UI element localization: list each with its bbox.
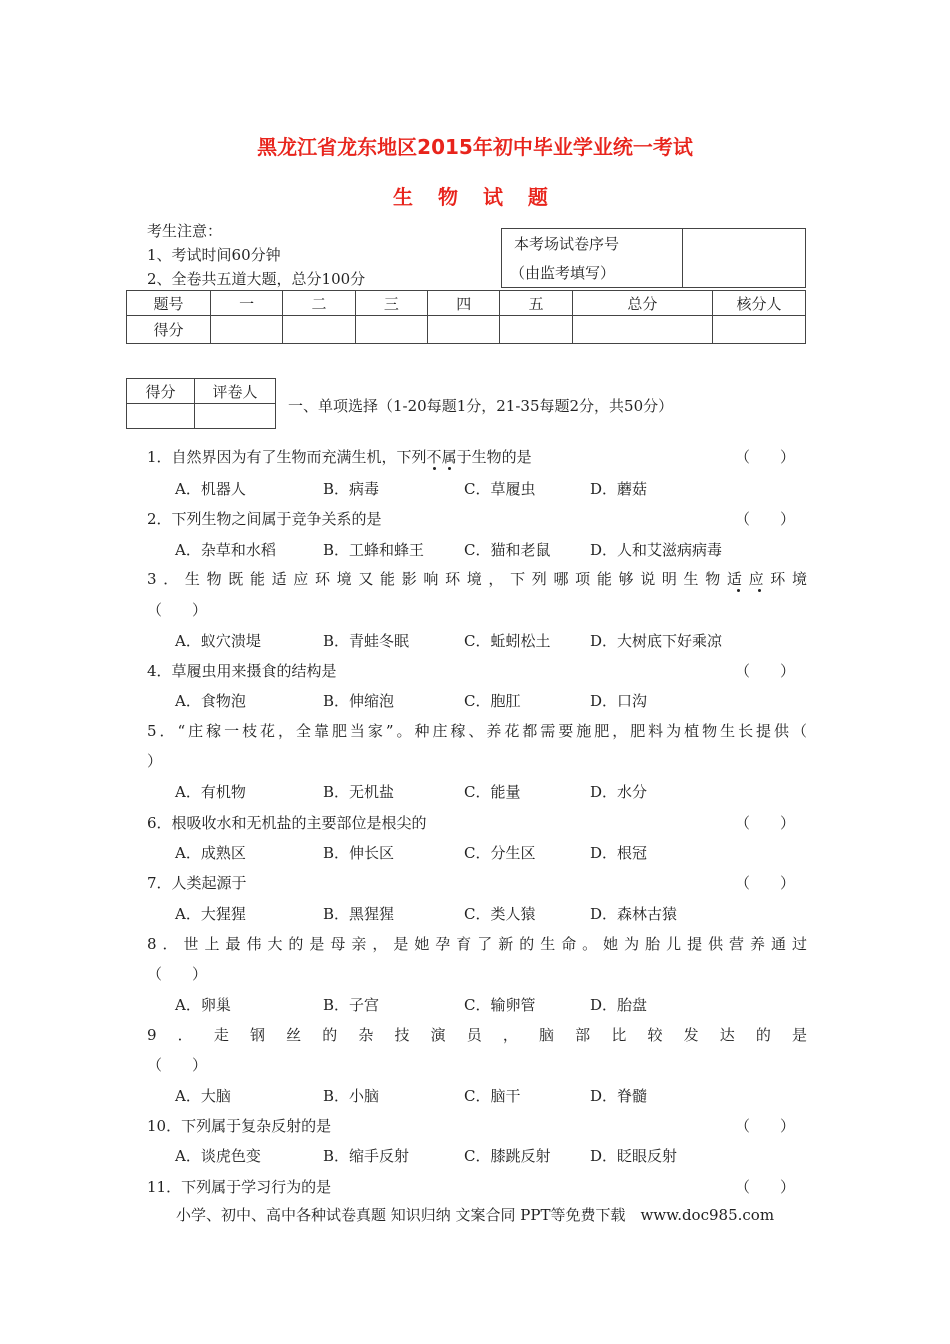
question-8-paren-line — [147, 963, 807, 985]
options-9 — [175, 1085, 815, 1107]
notice-heading: 考生注意： — [147, 222, 223, 240]
answer-blank[interactable]: （ ） — [147, 1056, 208, 1074]
option: C．能量 — [464, 783, 521, 801]
question-8 — [147, 933, 807, 955]
answer-blank[interactable]: （ ） — [734, 874, 795, 892]
question-stem: 6．根吸收水和无机盐的主要部位是根尖的 — [147, 814, 427, 832]
score-header: 总分 — [572, 291, 712, 316]
answer-blank[interactable]: （ ） — [734, 662, 795, 680]
question-stem: 2．下列生物之间属于竞争关系的是 — [147, 510, 382, 528]
option: B．无机盐 — [323, 783, 395, 801]
option: C．脑干 — [464, 1087, 521, 1105]
question-3-paren-line — [147, 599, 807, 621]
option: A．成熟区 — [175, 844, 246, 862]
score-header: 二 — [283, 291, 355, 316]
question-3 — [147, 568, 807, 590]
score-cell[interactable] — [211, 316, 283, 344]
question-stem: 3．生物既能适应环境又能影响环境，下列哪项能够说明生物 — [147, 570, 727, 588]
section-heading: 一、单项选择（1-20每题1分，21-35每题2分，共50分） — [288, 397, 674, 415]
options-6 — [175, 842, 815, 864]
option: D．口沟 — [590, 692, 648, 710]
option: B．子宫 — [323, 996, 380, 1014]
score-cell[interactable] — [428, 316, 500, 344]
answer-blank[interactable]: （ ） — [147, 965, 208, 983]
score-header: 三 — [355, 291, 427, 316]
score-cell[interactable] — [713, 316, 806, 344]
subject-title: 生 物 试 题 — [393, 185, 557, 209]
question-6 — [147, 812, 807, 834]
grader-label: 评卷人 — [195, 379, 276, 404]
option: A．有机物 — [175, 783, 246, 801]
option: D．眨眼反射 — [590, 1147, 678, 1165]
option: D．脊髓 — [590, 1087, 648, 1105]
option: B．伸缩泡 — [323, 692, 395, 710]
option: A．机器人 — [175, 480, 246, 498]
emphasis-char: 适 — [726, 570, 749, 588]
question-2 — [147, 508, 807, 530]
options-3 — [175, 630, 815, 652]
option: C．类人猿 — [464, 905, 536, 923]
score-row-label: 得分 — [127, 316, 211, 344]
emphasis-char: 应 — [748, 570, 771, 588]
option: D．人和艾滋病病毒 — [590, 541, 723, 559]
question-11 — [147, 1176, 807, 1198]
options-10 — [175, 1145, 815, 1167]
option: B．黑猩猩 — [323, 905, 395, 923]
option: B．病毒 — [323, 480, 380, 498]
emphasis-char: 不 — [426, 448, 442, 466]
question-9-paren-line — [147, 1054, 807, 1076]
score-table — [126, 290, 806, 344]
option: A．杂草和水稻 — [175, 541, 276, 559]
answer-blank[interactable]: （ ） — [734, 1117, 795, 1135]
score-header: 五 — [500, 291, 572, 316]
option: C．草履虫 — [464, 480, 536, 498]
question-stem: 7．人类起源于 — [147, 874, 247, 892]
option: A．卵巢 — [175, 996, 231, 1014]
question-stem: 5．“庄稼一枝花，全靠肥当家”。种庄稼、养花都需要施肥，肥料为植物生长提供（ — [147, 722, 807, 740]
option: C．膝跳反射 — [464, 1147, 551, 1165]
answer-blank[interactable]: （ ） — [734, 1178, 795, 1196]
serial-input-cell[interactable] — [683, 229, 806, 288]
question-stem: 11．下列属于学习行为的是 — [147, 1178, 332, 1196]
grader-name-cell[interactable] — [195, 404, 276, 429]
question-9 — [147, 1024, 807, 1046]
option: A．大脑 — [175, 1087, 231, 1105]
question-stem: 1．自然界因为有了生物而充满生机，下列 — [147, 448, 427, 466]
score-header: 题号 — [127, 291, 211, 316]
question-7 — [147, 872, 807, 894]
exam-title: 黑龙江省龙东地区2015年初中毕业学业统一考试 — [257, 135, 693, 159]
page-footer: 小学、初中、高中各种试卷真题 知识归纳 文案合同 PPT等免费下载 www.doc985.com — [175, 1206, 775, 1224]
option: A．食物泡 — [175, 692, 246, 710]
option: D．根冠 — [590, 844, 648, 862]
option: B．缩手反射 — [323, 1147, 410, 1165]
notice-line-2: 2、全卷共五道大题，总分100分 — [147, 270, 366, 288]
option: D．水分 — [590, 783, 648, 801]
grader-score-cell[interactable] — [127, 404, 195, 429]
options-1 — [175, 478, 815, 500]
question-stem: 10．下列属于复杂反射的是 — [147, 1117, 332, 1135]
score-cell[interactable] — [500, 316, 572, 344]
options-4 — [175, 690, 815, 712]
question-10 — [147, 1115, 807, 1137]
emphasis-char: 属 — [441, 448, 457, 466]
question-stem: 8．世上最伟大的是母亲，是她孕育了新的生命。她为胎儿提供营养通过 — [147, 935, 807, 953]
options-5 — [175, 781, 815, 803]
question-4 — [147, 660, 807, 682]
score-header: 一 — [211, 291, 283, 316]
answer-blank[interactable]: （ ） — [734, 510, 795, 528]
option: B．青蛙冬眠 — [323, 632, 410, 650]
score-cell[interactable] — [283, 316, 355, 344]
option: C．猫和老鼠 — [464, 541, 551, 559]
option: A．大猩猩 — [175, 905, 246, 923]
question-5 — [147, 720, 807, 742]
question-stem: 9．走钢丝的杂技演员，脑部比较发达的是 — [147, 1026, 807, 1044]
option: A．蚁穴溃堤 — [175, 632, 261, 650]
question-5-paren-line — [147, 750, 807, 772]
option: C．分生区 — [464, 844, 536, 862]
option: B．伸长区 — [323, 844, 395, 862]
score-cell[interactable] — [355, 316, 427, 344]
answer-blank[interactable]: （ ） — [147, 601, 208, 619]
option: C．蚯蚓松土 — [464, 632, 551, 650]
score-header: 核分人 — [713, 291, 806, 316]
serial-number-box — [501, 228, 806, 288]
option: D．胎盘 — [590, 996, 648, 1014]
score-cell[interactable] — [572, 316, 712, 344]
serial-label: 本考场试卷序号 — [502, 229, 683, 259]
serial-sublabel: （由监考填写） — [502, 258, 683, 288]
answer-blank[interactable]: （ ） — [734, 448, 795, 466]
notice-line-1: 1、考试时间60分钟 — [147, 246, 281, 264]
options-8 — [175, 994, 815, 1016]
score-header-row — [127, 291, 806, 316]
question-stem: 4．草履虫用来摄食的结构是 — [147, 662, 337, 680]
question-stem: 于生物的是 — [456, 448, 532, 466]
options-7 — [175, 903, 815, 925]
option: D．蘑菇 — [590, 480, 648, 498]
option: B．小脑 — [323, 1087, 380, 1105]
answer-blank[interactable]: （ ） — [734, 814, 795, 832]
score-value-row — [127, 316, 806, 344]
answer-blank[interactable]: ） — [147, 752, 163, 770]
grader-score-label: 得分 — [127, 379, 195, 404]
score-header: 四 — [428, 291, 500, 316]
question-stem: 环境 — [770, 570, 807, 588]
question-1 — [147, 446, 807, 468]
option: A．谈虎色变 — [175, 1147, 261, 1165]
option: B．工蜂和蜂王 — [323, 541, 425, 559]
options-2 — [175, 539, 815, 561]
option: C．输卵管 — [464, 996, 536, 1014]
option: D．大树底下好乘凉 — [590, 632, 723, 650]
grader-box — [126, 378, 276, 429]
option: D．森林古猿 — [590, 905, 678, 923]
option: C．胞肛 — [464, 692, 521, 710]
